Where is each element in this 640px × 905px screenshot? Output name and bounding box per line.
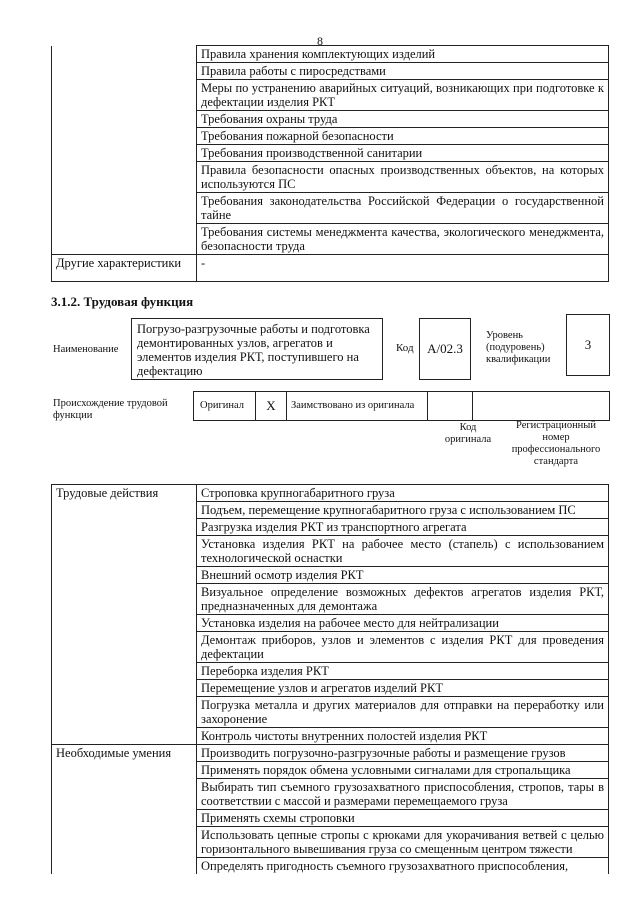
table-row: Установка изделия на рабочее место для нейтрализации xyxy=(197,615,609,632)
table-row: Меры по устранению аварийных ситуаций, возникающих при подготовке к дефектации изделия РКТ xyxy=(197,80,609,111)
code-original-label: Код оригинала xyxy=(444,422,492,445)
table-row: Требования законодательства Российской Федерации о государственной тайне xyxy=(197,193,609,224)
table-row: Разгрузка изделия РКТ из транспортного агрегата xyxy=(197,519,609,536)
code-original-cell xyxy=(428,392,472,420)
table-left-cell xyxy=(52,46,197,255)
skills-label: Необходимые умения xyxy=(52,745,197,875)
table-row: Погрузка металла и других материалов для отправки на переработку или захоронение xyxy=(197,697,609,728)
name-label: Наименование xyxy=(53,344,119,355)
table-row: Выбирать тип съемного грузозахватного приспособления, стропов, тары в соответствии с массой и размерами перемещаемого груза xyxy=(197,779,609,810)
borrowed-label: Заимствовано из оригинала xyxy=(286,392,428,420)
origin-row xyxy=(193,391,473,421)
table-row: Применять схемы строповки xyxy=(197,810,609,827)
table-row: Визуальное определение возможных дефектов агрегатов изделия РКТ, предназначенных для демонтажа xyxy=(197,584,609,615)
original-label: Оригинал xyxy=(194,392,256,420)
table-row: Определять пригодность съемного грузозахватного приспособления, xyxy=(197,858,609,875)
table-row: Правила работы с пиросредствами xyxy=(197,63,609,80)
actions-skills-table xyxy=(51,484,609,874)
table-row: Требования системы менеджмента качества, экологического менеджмента, безопасности труда xyxy=(197,224,609,255)
table-row: Перемещение узлов и агрегатов изделий РКТ xyxy=(197,680,609,697)
table-row: Строповка крупногабаритного груза xyxy=(197,485,609,502)
table-row: Контроль чистоты внутренних полостей изделия РКТ xyxy=(197,728,609,745)
table-row: Демонтаж приборов, узлов и элементов с изделия РКТ для проведения дефектации xyxy=(197,632,609,663)
other-characteristics-value: - xyxy=(197,255,609,282)
reg-number-cell xyxy=(473,391,610,421)
table-row: Использовать цепные стропы с крюками для укорачивания ветвей с целью горизонтального вывешивания груза со смещенным центром тяжести xyxy=(197,827,609,858)
section-title: 3.1.2. Трудовая функция xyxy=(51,294,194,309)
origin-label: Происхождение трудовой функции xyxy=(53,398,168,421)
table-row: Требования производственной санитарии xyxy=(197,145,609,162)
reg-number-label: Регистрационный номер профессионального стандарта xyxy=(511,420,601,467)
page-number: 8 xyxy=(317,34,323,48)
level-label: Уровень (подуровень) квалификации xyxy=(486,330,551,365)
table-row: Правила хранения комплектующих изделий xyxy=(197,46,609,63)
table-row: Правила безопасности опасных производственных объектов, на которых используются ПС xyxy=(197,162,609,193)
table-row: Внешний осмотр изделия РКТ xyxy=(197,567,609,584)
level-value-box: 3 xyxy=(566,314,610,376)
table-row: Производить погрузочно-разгрузочные работы и размещение грузов xyxy=(197,745,609,762)
table-row: Требования пожарной безопасности xyxy=(197,128,609,145)
table-row: Переборка изделия РКТ xyxy=(197,663,609,680)
function-name-box: Погрузо-разгрузочные работы и подготовка демонтированных узлов, агрегатов и элементов изделия РКТ, поступившего на дефектацию xyxy=(131,318,383,380)
other-characteristics-label: Другие характеристики xyxy=(52,255,197,282)
code-label: Код xyxy=(396,342,414,354)
code-value-box: А/02.3 xyxy=(419,318,471,380)
table-row: Установка изделия РКТ на рабочее место (стапель) с использованием технологической оснастки xyxy=(197,536,609,567)
table-row: Применять порядок обмена условными сигналами для стропальщика xyxy=(197,762,609,779)
table-row: Подъем, перемещение крупногабаритного груза с использованием ПС xyxy=(197,502,609,519)
knowledge-table xyxy=(51,45,609,282)
original-mark: X xyxy=(256,392,287,420)
actions-label: Трудовые действия xyxy=(52,485,197,745)
table-row: Требования охраны труда xyxy=(197,111,609,128)
